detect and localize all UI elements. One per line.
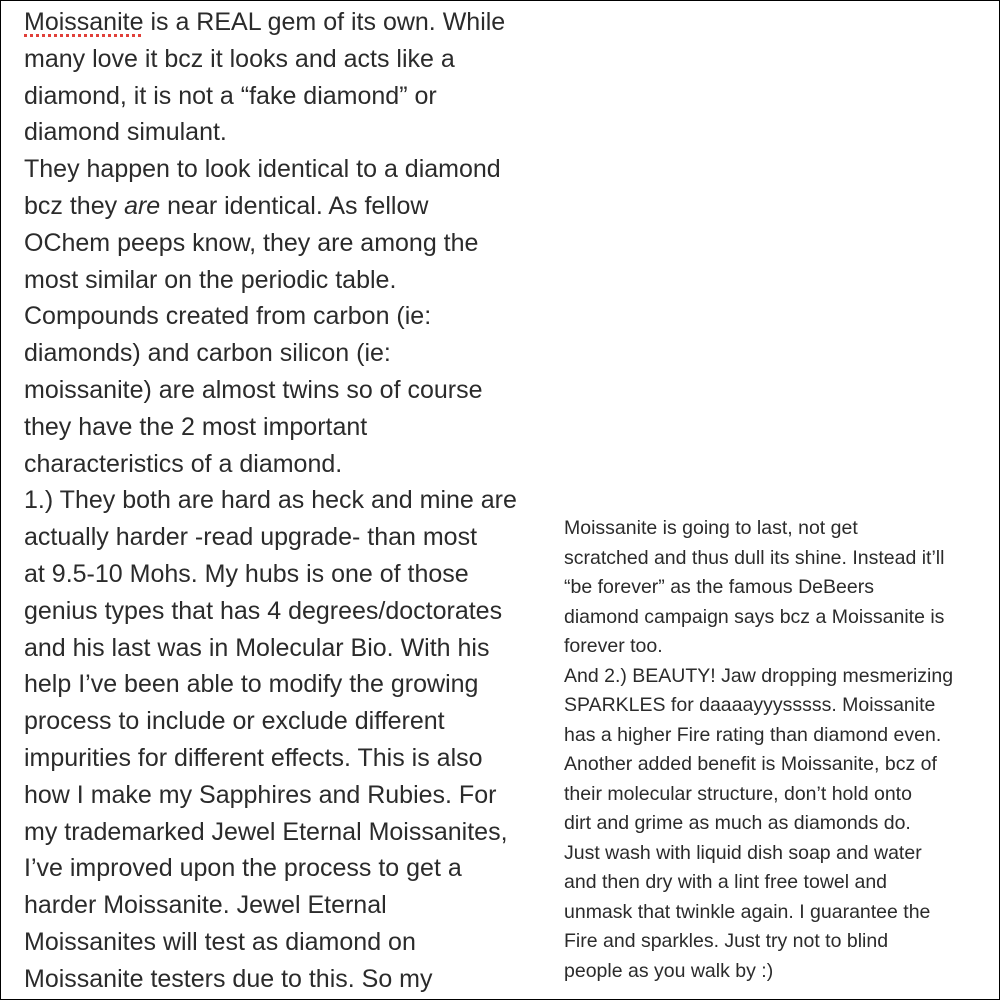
text-line: “be forever” as the famous DeBeers bbox=[564, 576, 874, 598]
text-line bbox=[24, 188, 554, 225]
text-line: diamond campaign says bcz a Moissanite is bbox=[564, 605, 945, 628]
text-line: my trademarked Jewel Eternal Moissanites, bbox=[24, 817, 508, 846]
text-line: and his last was in Molecular Bio. With his bbox=[24, 633, 490, 662]
text-line: Another added benefit is Moissanite, bcz of bbox=[564, 753, 937, 775]
text-fragment: near identical. As fellow bbox=[160, 191, 429, 220]
text-fragment: bcz they bbox=[24, 191, 125, 220]
text-line: 1.) They both are hard as heck and mine are bbox=[24, 486, 517, 515]
right-text-column bbox=[564, 514, 984, 986]
text-line: And 2.) BEAUTY! Jaw dropping mesmerizing bbox=[564, 664, 954, 687]
text-line: at 9.5-10 Mohs. My hubs is one of those bbox=[24, 559, 469, 588]
text-line: dirt and grime as much as diamonds do. bbox=[564, 812, 911, 834]
text-line: Just wash with liquid dish soap and water bbox=[564, 841, 922, 864]
text-line: genius types that has 4 degrees/doctorates bbox=[24, 596, 503, 625]
text-line: Compounds created from carbon (ie: bbox=[24, 302, 432, 331]
text-line: Moissanite is going to last, not get bbox=[564, 517, 858, 539]
text-line: most similar on the periodic table. bbox=[24, 265, 397, 294]
text-line: many love it bcz it looks and acts like a bbox=[24, 44, 455, 73]
text-line: moissanite) are almost twins so of course bbox=[24, 375, 483, 404]
left-text-column bbox=[24, 4, 554, 998]
text-line: diamond, it is not a “fake diamond” or bbox=[24, 81, 437, 110]
text-line: their molecular structure, don’t hold onto bbox=[564, 782, 912, 805]
text-line: SPARKLES for daaaayyysssss. Moissanite bbox=[564, 694, 936, 716]
text-line: how I make my Sapphires and Rubies. For bbox=[24, 780, 497, 809]
text-line: I’ve improved upon the process to get a bbox=[24, 854, 462, 883]
text-line: characteristics of a diamond. bbox=[24, 449, 343, 478]
text-line: unmask that twinkle again. I guarantee the bbox=[564, 900, 931, 923]
italic-word: are bbox=[124, 191, 161, 220]
text-line: diamonds) and carbon silicon (ie: bbox=[24, 339, 391, 368]
text-line: Fire and sparkles. Just try not to blind bbox=[564, 930, 889, 952]
text-line: forever too. bbox=[564, 635, 663, 657]
text-line: diamond simulant. bbox=[24, 118, 227, 147]
text-line bbox=[24, 4, 554, 41]
text-line: has a higher Fire rating than diamond even. bbox=[564, 723, 942, 746]
text-fragment: is a REAL gem of its own. While bbox=[143, 8, 506, 36]
text-line: impurities for different effects. This is also bbox=[24, 743, 483, 772]
text-line: Moissanites will test as diamond on bbox=[24, 927, 416, 956]
text-line: They happen to look identical to a diamond bbox=[24, 155, 501, 184]
text-line: actually harder -read upgrade- than most bbox=[24, 523, 478, 552]
text-line: Moissanite testers due to this. So my bbox=[24, 964, 433, 993]
text-line: scratched and thus dull its shine. Instead it’ll bbox=[564, 546, 945, 569]
misspelled-word: Moissanite bbox=[24, 8, 144, 36]
text-line: process to include or exclude different bbox=[24, 707, 445, 736]
text-line: and then dry with a lint free towel and bbox=[564, 871, 888, 893]
text-line: OChem peeps know, they are among the bbox=[24, 228, 479, 257]
text-line: help I’ve been able to modify the growing bbox=[24, 670, 479, 699]
text-line: they have the 2 most important bbox=[24, 412, 368, 441]
text-line: harder Moissanite. Jewel Eternal bbox=[24, 891, 387, 920]
text-line: people as you walk by :) bbox=[564, 959, 774, 982]
